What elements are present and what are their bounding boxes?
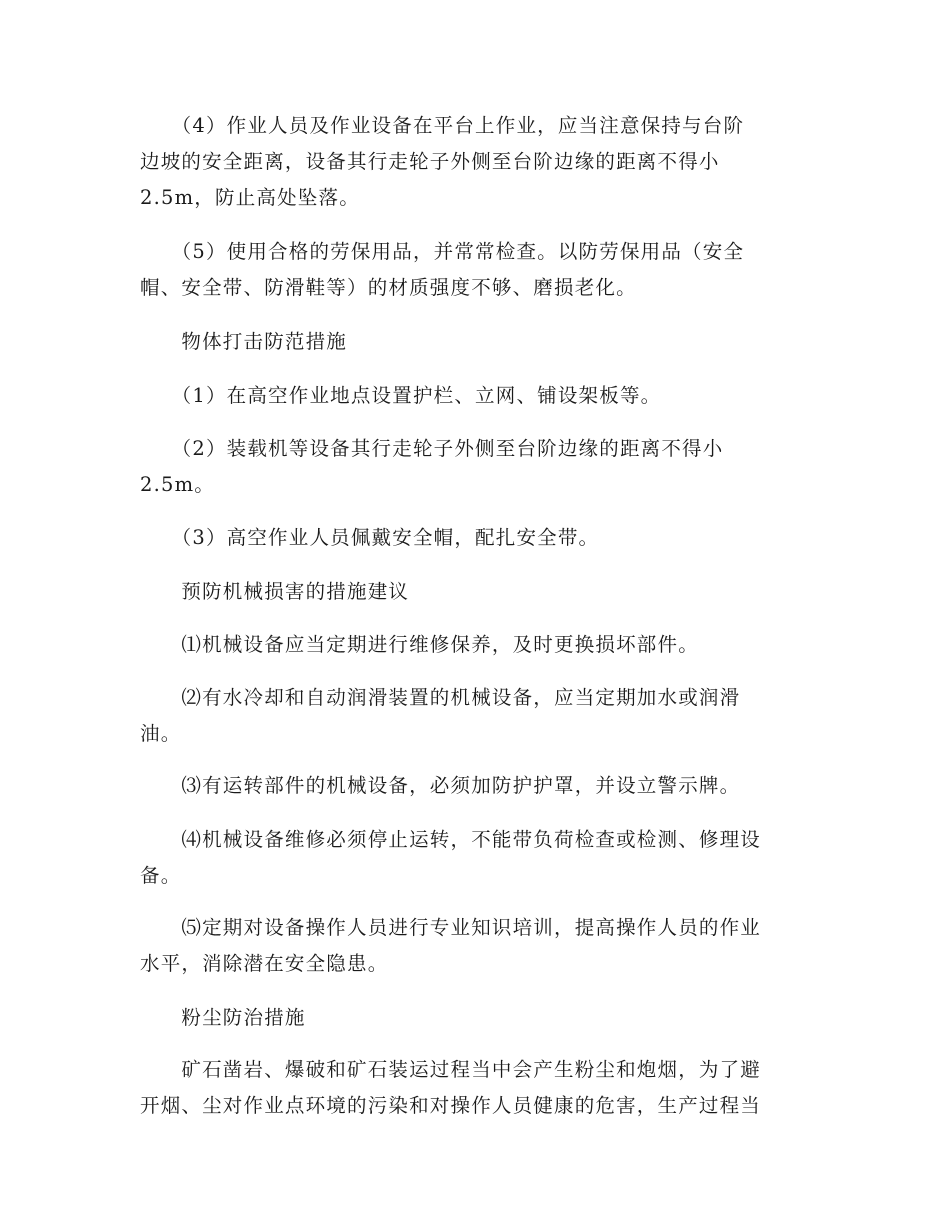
- heading-object-strike-prevention: 物体打击防范措施: [140, 330, 348, 353]
- paragraph-dust-control: 矿石凿岩、爆破和矿石装运过程当中会产生粉尘和炮烟，为了避 开烟、尘对作业点环境的污染和对操作人员健康的危害，生产过程当: [140, 1058, 762, 1117]
- paragraph-mechanical-5: ⑸定期对设备操作人员进行专业知识培训，提高操作人员的作业 水平，消除潜在安全隐患。: [140, 916, 762, 975]
- paragraph-mechanical-1: ⑴机械设备应当定期进行维修保养，及时更换损坏部件。: [140, 633, 699, 656]
- paragraph-object-strike-2: （2）装载机等设备其行走轮子外侧至台阶边缘的距离不得小 2.5m。: [140, 437, 724, 496]
- paragraph-mechanical-4: ⑷机械设备维修必须停止运转，不能带负荷检查或检测、修理设 备。: [140, 828, 762, 887]
- paragraph-mechanical-2: ⑵有水冷却和自动润滑装置的机械设备，应当定期加水或润滑 油。: [140, 686, 741, 745]
- heading-dust-control: 粉尘防治措施: [140, 1006, 306, 1029]
- paragraph-fall-prevention-4: （4）作业人员及作业设备在平台上作业，应当注意保持与台阶 边坡的安全距离，设备其行走轮子外侧至台阶边缘的距离不得小 2.5m，防止高处坠落。: [140, 114, 745, 209]
- paragraph-mechanical-3: ⑶有运转部件的机械设备，必须加防护护罩，并设立警示牌。: [140, 774, 741, 797]
- paragraph-object-strike-3: （3）高空作业人员佩戴安全帽，配扎安全带。: [140, 526, 600, 549]
- heading-mechanical-injury-prevention: 预防机械损害的措施建议: [140, 580, 410, 603]
- paragraph-object-strike-1: （1）在高空作业地点设置护栏、立网、铺设架板等。: [140, 384, 662, 407]
- paragraph-ppe-5: （5）使用合格的劳保用品，并常常检查。以防劳保用品（安全 帽、安全带、防滑鞋等）的材质强度不够、磨损老化。: [140, 240, 745, 299]
